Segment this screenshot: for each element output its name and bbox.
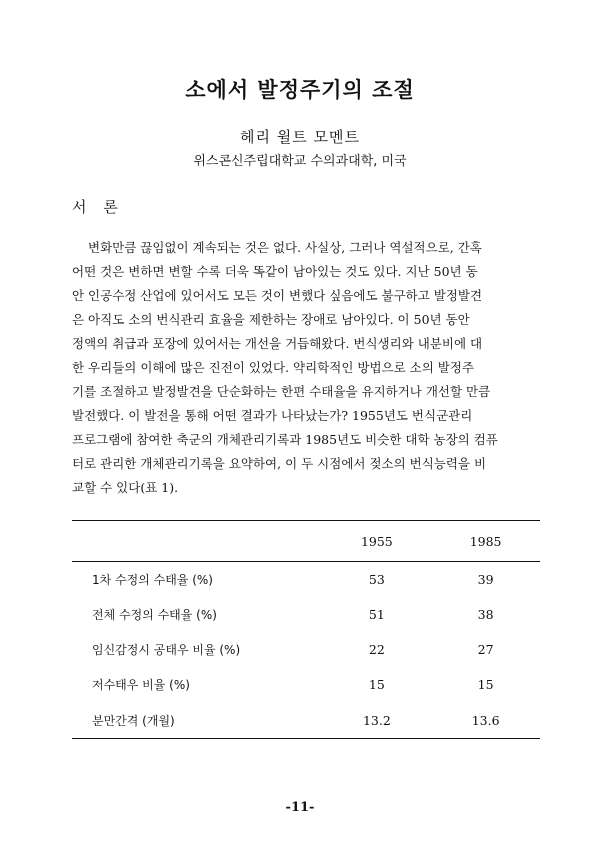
table-row [72,597,540,632]
paragraph-line: 발전했다. 이 발전을 통해 어떤 결과가 나타났는가? 1955년도 번식군관리 [72,408,473,423]
cell-1955: 13.2 [323,702,432,739]
section-heading: 서 론 [72,198,118,216]
paragraph-line: 변화만큼 끊임없이 계속되는 것은 없다. 사실상, 그러나 역설적으로, 간혹 [88,240,482,255]
data-table [72,520,540,739]
document-title: 소에서 발정주기의 조절 [185,78,415,102]
cell-1955: 22 [368,642,385,657]
paragraph-line: 한 우리들의 이해에 많은 진전이 있었다. 약리학적인 방법으로 소의 발정주 [72,360,474,375]
paragraph-line: 기를 조절하고 발정발견을 단순화하는 한편 수태율을 유지하거나 개선할 만큼 [72,384,491,399]
page-number: -11- [285,800,315,815]
cell-1955: 15 [368,677,385,692]
column-header-1955: 1955 [323,521,432,562]
author-name: 헤리 윌트 모멘트 [240,128,360,146]
cell-1985: 39 [477,572,494,587]
table-row [72,632,540,667]
cell-1985: 15 [477,677,494,692]
body-paragraph [72,236,540,500]
table-row [72,562,540,598]
row-label: 저수태우 비율 (%) [92,678,190,692]
paragraph-line: 정액의 취급과 포장에 있어서는 개선을 거듭해왔다. 번식생리와 내분비에 대 [72,336,483,351]
table-row [72,667,540,702]
table-header-row [72,521,540,562]
row-label: 임신감정시 공태우 비율 (%) [92,643,241,657]
row-label: 1차 수정의 수태율 (%) [92,573,213,587]
cell-1985: 27 [477,642,494,657]
cell-1985: 13.6 [431,702,540,739]
paragraph-line: 터로 관리한 개체관리기록을 요약하여, 이 두 시점에서 젖소의 번식능력을 비 [72,456,487,471]
row-label: 분만간격 (개월) [72,702,323,739]
paragraph-line: 어떤 것은 변하면 변할 수록 더욱 똑같이 남아있는 것도 있다. 지난 50년 동 [72,264,478,279]
paragraph-line: 은 아직도 소의 번식관리 효율을 제한하는 장애로 남아있다. 이 50년 동안 [72,312,470,327]
author-affiliation: 위스콘신주립대학교 수의과대학, 미국 [193,154,407,169]
column-header-1985: 1985 [431,521,540,562]
cell-1955: 53 [368,572,385,587]
paragraph-line: 안 인공수정 산업에 있어서도 모든 것이 변했다 싶음에도 불구하고 발정발견 [72,288,483,303]
cell-1955: 51 [368,607,385,622]
table-header-blank [72,521,323,562]
table-row [72,702,540,739]
paragraph-line: 프로그램에 참여한 축군의 개체관리기록과 1985년도 비슷한 대학 농장의 컴퓨 [72,432,498,447]
row-label: 전체 수정의 수태율 (%) [92,608,217,622]
paragraph-line: 교할 수 있다(표 1). [72,480,179,495]
cell-1985: 38 [477,607,494,622]
